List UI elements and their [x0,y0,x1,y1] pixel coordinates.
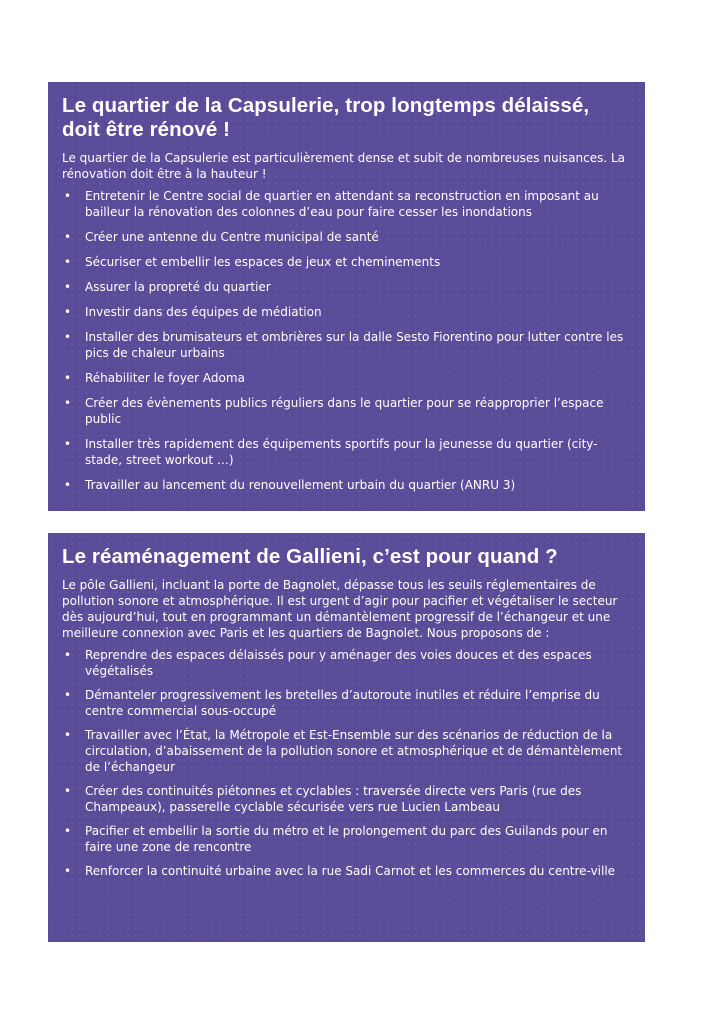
list-item-text: Investir dans des équipes de médiation [85,305,322,319]
list-item [62,229,631,245]
list-item-text: Créer une antenne du Centre municipal de santé [85,230,379,244]
list-item-text: Créer des continuités piétonnes et cyclables : traversée directe vers Paris (rue des Champeaux), passerelle cyclable sécurisée vers rue Lucien Lambeau [85,784,582,814]
bullet-icon: • [64,305,72,319]
bullet-icon: • [64,437,72,451]
list-item [62,477,631,493]
bullet-icon: • [64,330,72,344]
list-item-text: Entretenir le Centre social de quartier en attendant sa reconstruction en imposant au bailleur la rénovation des colonnes d’eau pour faire cesser les inondations [85,189,599,219]
list-item [62,254,631,270]
list-item-text: Démanteler progressivement les bretelles d’autoroute inutiles et réduire l’emprise du centre commercial sous-occupé [85,688,600,718]
list-item-text: Reprendre des espaces délaissés pour y aménager des voies douces et des espaces végétalisés [85,648,592,678]
bullet-list [62,188,631,493]
list-item-text: Travailler avec l’État, la Métropole et Est-Ensemble sur des scénarios de réduction de la circulation, d’abaissement de la pollution sonore et atmosphérique et de démantèlement de l’échangeur [85,728,623,774]
list-item [62,279,631,295]
bullet-icon: • [64,230,72,244]
list-item [62,329,631,361]
list-item-text: Réhabiliter le foyer Adoma [85,371,245,385]
list-item [62,370,631,386]
list-item-text: Assurer la propreté du quartier [85,280,271,294]
list-item-text: Sécuriser et embellir les espaces de jeux et cheminements [85,255,441,269]
list-item-text: Créer des évènements publics réguliers dans le quartier pour se réapproprier l’espace public [85,396,604,426]
list-item-text: Installer très rapidement des équipements sportifs pour la jeunesse du quartier (city-stade, street workout …) [85,437,598,467]
list-item [62,687,631,719]
list-item [62,727,631,775]
section-intro: Le quartier de la Capsulerie est particulièrement dense et subit de nombreuses nuisances. La rénovation doit être à la hauteur ! [62,151,626,181]
bullet-icon: • [64,688,72,702]
list-item [62,647,631,679]
bullet-icon: • [64,648,72,662]
list-item-text: Installer des brumisateurs et ombrières sur la dalle Sesto Fiorentino pour lutter contre les pics de chaleur urbains [85,330,624,360]
section-title: Le réaménagement de Gallieni, c’est pour quand ? [62,545,558,568]
bullet-list [62,647,631,879]
bullet-icon: • [64,280,72,294]
bullet-icon: • [64,396,72,410]
bullet-icon: • [64,371,72,385]
bullet-icon: • [64,478,72,492]
section-title: Le quartier de la Capsulerie, trop longtemps délaissé, doit être rénové ! [62,94,590,141]
list-item [62,395,631,427]
bullet-icon: • [64,189,72,203]
list-item-text: Pacifier et embellir la sortie du métro et le prolongement du parc des Guilands pour en faire une zone de rencontre [85,824,608,854]
section-gallieni [48,533,645,942]
list-item [62,863,631,879]
list-item [62,436,631,468]
bullet-icon: • [64,784,72,798]
section-capsulerie [48,82,645,511]
list-item [62,188,631,220]
bullet-icon: • [64,824,72,838]
list-item [62,823,631,855]
bullet-icon: • [64,728,72,742]
list-item [62,783,631,815]
section-intro: Le pôle Gallieni, incluant la porte de Bagnolet, dépasse tous les seuils réglementaires de pollution sonore et atmosphérique. Il est urgent d’agir pour pacifier et végétaliser le secteur dès aujourd’hui, tout en programmant un démantèlement progressif de l’échangeur et une meilleure connexion avec Paris et les quartiers de Bagnolet. Nous proposons de : [62,578,618,640]
bullet-icon: • [64,864,72,878]
bullet-icon: • [64,255,72,269]
list-item [62,304,631,320]
list-item-text: Renforcer la continuité urbaine avec la rue Sadi Carnot et les commerces du centre-ville [85,864,616,878]
list-item-text: Travailler au lancement du renouvellement urbain du quartier (ANRU 3) [85,478,516,492]
